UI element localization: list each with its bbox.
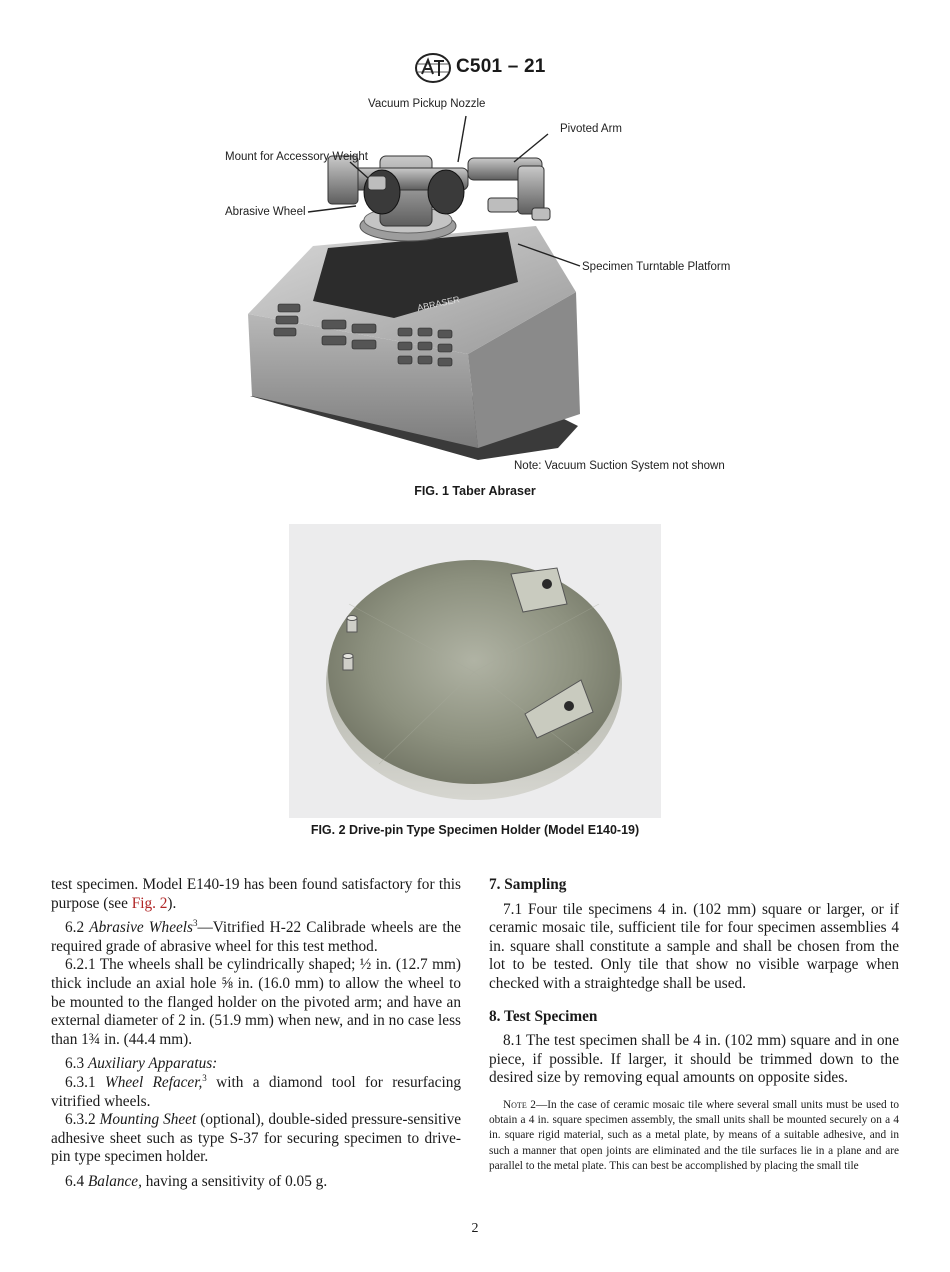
figure-2-caption: FIG. 2 Drive-pin Type Specimen Holder (Model E140-19) (310, 823, 640, 837)
label-pivoted-arm: Pivoted Arm (560, 123, 622, 135)
section-8-1: 8.1 The test specimen shall be 4 in. (102 mm) square and in one piece, if possible. If larger, it should be trimmed down to the desired size by removing equal amounts on opposite sides. (489, 1032, 899, 1087)
figure-1-taber-abraser (218, 96, 738, 478)
label-accessory-weight-mount: Mount for Accessory Weight (225, 151, 368, 163)
astm-logo-icon (414, 52, 452, 84)
drive-pin-holder-illustration (289, 524, 661, 818)
section-6-3-1: 6.3.1 Wheel Refacer,$^3$ with a diamond tool for resurfacing vitrified wheels. (51, 1072, 461, 1110)
section-6-2-1: 6.2.1 The wheels shall be cylindrically shaped; ½ in. (12.7 mm) thick include an axial hole ⅝ in. (16.0 mm) to allow the wheel to be mounted to the flanged holder on the pivoted arm; and have an external diameter of 2 in. (51.9 mm) when new, and in no case less than 1¾ in. (44.4 mm). (51, 956, 461, 1048)
panel-brand-label: ABRASER (416, 294, 461, 313)
section-7-heading: 7. Sampling (489, 876, 567, 893)
document-designation: C501 – 21 (456, 56, 546, 77)
figure-2-specimen-holder (289, 524, 661, 818)
left-column (51, 876, 461, 1192)
figure-1-caption: FIG. 1 Taber Abraser (414, 484, 536, 498)
page-number: 2 (471, 1221, 479, 1236)
section-7-1: 7.1 Four tile specimens 4 in. (102 mm) square or larger, or if ceramic mosaic tile, sufficient tile for four specimen assemblies 4 in. square shall constitute a sample and shall be chosen from the lot to be tested. Only tile that show no visible warpage when checked with a straightedge shall be used. (489, 900, 899, 992)
right-column (489, 876, 899, 1174)
label-abrasive-wheel: Abrasive Wheel (225, 206, 306, 218)
label-specimen-turntable: Specimen Turntable Platform (582, 261, 731, 273)
figure-1-note: Note: Vacuum Suction System not shown (514, 460, 725, 472)
fig-2-link[interactable]: Fig. 2 (131, 894, 168, 912)
section-8-heading: 8. Test Specimen (489, 1007, 598, 1025)
label-vacuum-pickup-nozzle: Vacuum Pickup Nozzle (368, 98, 486, 110)
section-6-4: 6.4 Balance, having a sensitivity of 0.05 g. (65, 1172, 328, 1190)
section-6-2: 6.2 Abrasive Wheels$^3$—Vitrified H-22 Calibrade wheels are the required grade of abrasive wheel for this test method. (51, 918, 462, 955)
section-6-3: 6.3 Auxiliary Apparatus: (65, 1055, 218, 1073)
section-6-3-2: 6.3.2 Mounting Sheet (optional), double-sided pressure-sensitive adhesive sheet such as type S-37 for securing specimen to drive-pin type specimen holder. (51, 1111, 462, 1166)
paragraph-continuation: test specimen. Model E140-19 has been found satisfactory for this purpose (see Fig. 2). (51, 876, 461, 912)
page-header (0, 52, 950, 86)
note-2: Note 2—In the case of ceramic mosaic tile where several small units must be used to obtain a 4 in. square specimen assembly, the small units shall be mounted securely on a 4 in. square rigid material, such as a metal plate, by means of a suitable adhesive, and in such a manner that open joints are eliminated and the tile surfaces lie in a plane and are parallel to the metal plate. This can best be accomplished by placing the small tile (489, 1098, 899, 1172)
